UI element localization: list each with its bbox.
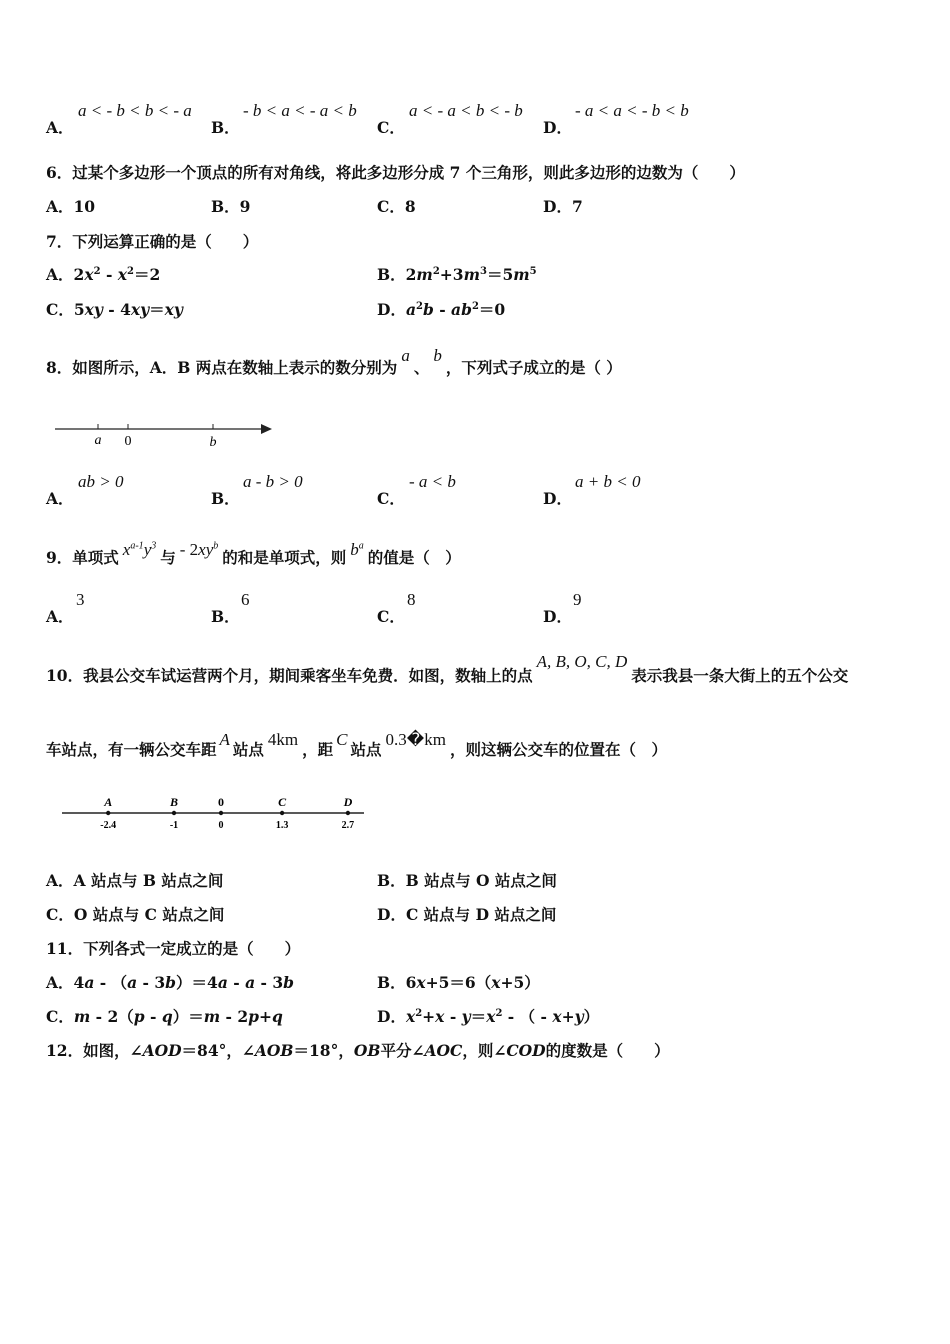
q6-option-d: D．7 (543, 197, 583, 216)
q8-option-a: A． (46, 489, 74, 508)
q9-option-a: A． (46, 607, 74, 626)
point-name-0: A (104, 795, 113, 809)
q9-option-d: D． (543, 607, 572, 626)
q5-option-c: C． (377, 118, 405, 137)
q5-option-a: A． (46, 118, 74, 137)
point-value-1: -1 (169, 820, 179, 831)
point-2 (219, 811, 223, 815)
q8-option-b: B． (211, 489, 240, 508)
q11-option-b: B．6x+5＝6（x+5） (377, 973, 540, 992)
point-name-2: 0 (218, 795, 224, 809)
q8-option-d: D． (543, 489, 572, 508)
q10-option-a: A．A 站点与 B 站点之间 (46, 871, 224, 890)
q7-option-b: B．$2m^2+3m^3=5m^5$ (377, 265, 537, 284)
q5-option-b-expr: - b < a < - a < b (243, 101, 357, 120)
q10-option-b: B．B 站点与 O 站点之间 (377, 871, 557, 890)
point-value-4: 2.7 (341, 820, 355, 831)
q6-option-c: C．8 (377, 197, 416, 216)
q8-option-a-expr: ab > 0 (78, 472, 124, 491)
q9-option-a-value: 3 (76, 590, 85, 609)
q9-option-c: C． (377, 607, 405, 626)
q7-option-d: D．$a^2b - ab^2=0$ (377, 300, 506, 319)
q9-option-d-value: 9 (573, 590, 582, 609)
q10-stem-line1: 10．我县公交车试运营两个月，期间乘客坐车免费．如图，数轴上的点A, B, O, C, D表示我县一条大街上的五个公交 (46, 652, 849, 685)
q12-stem: 12．如图，∠AOD＝84°，∠AOB＝18°，OB平分∠AOC，则∠COD的度数是（ ） (46, 1041, 670, 1060)
q10-number-line (58, 792, 370, 834)
number-line-arrow (261, 424, 272, 434)
label-a: a (94, 433, 102, 448)
q7-stem: 7．下列运算正确的是（ ） (46, 232, 259, 251)
point-3 (280, 811, 284, 815)
q9-option-c-value: 8 (407, 590, 416, 609)
point-name-3: C (278, 795, 287, 809)
q9-option-b: B． (211, 607, 240, 626)
q6-option-b: B．9 (211, 197, 251, 216)
q10-option-c: C．O 站点与 C 站点之间 (46, 905, 225, 924)
point-value-2: 0 (218, 820, 224, 831)
q10-stem-line2: 车站点，有一辆公交车距A站点4km，距C站点0.3�km，则这辆公交车的位置在（ ） (46, 730, 667, 759)
q8-option-c-expr: - a < b (409, 472, 456, 491)
q11-option-d: D．$x^2+x - y=x^2$ - （ - x+y） (377, 1007, 600, 1026)
q7-option-a: A．$2x^2 - x^2=2$ (46, 265, 161, 284)
q5-option-b: B． (211, 118, 240, 137)
q11-stem: 11．下列各式一定成立的是（ ） (46, 939, 301, 958)
q5-option-a-expr: a < - b < b < - a (78, 101, 192, 120)
q7-option-c: C．5xy - 4xy＝xy (46, 300, 183, 319)
q6-stem: 6．过某个多边形一个顶点的所有对角线，将此多边形分成 7 个三角形，则此多边形的边数为（ ） (46, 163, 745, 182)
q10-option-d: D．C 站点与 D 站点之间 (377, 905, 557, 924)
point-value-0: -2.4 (100, 820, 117, 831)
q8-stem: 8．如图所示，A．B 两点在数轴上表示的数分别为a、b，下列式子成立的是（ ） (46, 346, 622, 377)
point-0 (106, 811, 110, 815)
q11-option-c: C．m - 2（p - q）＝m - 2p+q (46, 1007, 283, 1026)
q11-option-a: A．4a - （a - 3b）＝4a - a - 3b (46, 973, 294, 992)
label-b: b (209, 435, 217, 450)
q5-option-c-expr: a < - a < b < - b (409, 101, 523, 120)
point-4 (346, 811, 350, 815)
q9-option-b-value: 6 (241, 590, 250, 609)
q8-option-c: C． (377, 489, 405, 508)
point-name-4: D (343, 795, 353, 809)
q8-option-d-expr: a + b < 0 (575, 472, 641, 491)
q8-number-line (50, 418, 280, 452)
q5-option-d: D． (543, 118, 572, 137)
point-1 (172, 811, 176, 815)
point-name-1: B (169, 795, 179, 809)
q8-option-b-expr: a - b > 0 (243, 472, 303, 491)
q5-option-d-expr: - a < a < - b < b (575, 101, 689, 120)
point-value-3: 1.3 (275, 820, 289, 831)
q9-stem: 9．单项式 $x^{a-1}y^3$与 - $2xy^b$的和是单项式，则 $b^a$的值是（ ） (46, 540, 461, 567)
label-zero: 0 (124, 434, 132, 449)
q6-option-a: A．10 (46, 197, 96, 216)
